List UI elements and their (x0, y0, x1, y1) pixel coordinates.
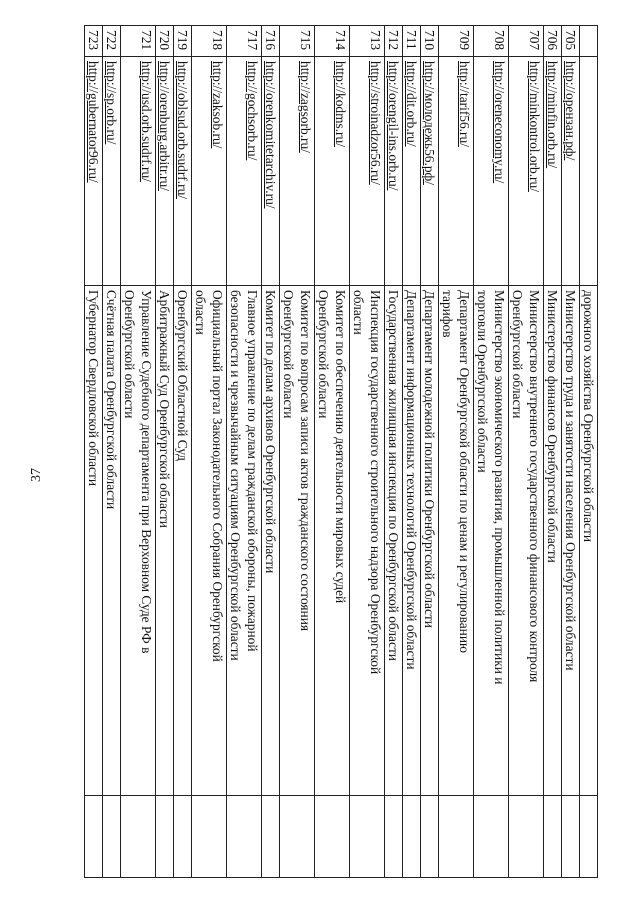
organization-name-line: торговли Оренбургской области (475, 290, 490, 473)
site-url[interactable]: http://орензан.рф/ (562, 57, 580, 286)
organization-name-line: Главное управление по делам гражданской обороны, пожарной (245, 290, 260, 652)
organization-name (174, 286, 192, 796)
table-row (121, 26, 156, 878)
organization-name (156, 286, 174, 796)
organization-name (315, 286, 350, 796)
site-url[interactable]: http://молодежь56.рф/ (421, 57, 439, 286)
organization-name (192, 286, 227, 796)
table-container (88, 25, 598, 877)
organization-name-line: Комитет по вопросам записи актов гражданского состояния (298, 290, 313, 632)
site-url[interactable]: http://orenburg.arbitr.ru/ (156, 57, 174, 286)
organization-name (85, 286, 103, 796)
organization-name (403, 286, 421, 796)
organization-name-line: Департамент Оренбургской области по ценам и регулированию (457, 290, 472, 654)
empty-cell (509, 796, 544, 878)
site-url[interactable]: http://gubernator96.ru/ (85, 57, 103, 286)
organization-name-line: Арбитражный Суд Оренбургской области (157, 290, 172, 528)
row-number: 706 (544, 26, 562, 57)
row-number: 723 (85, 26, 103, 57)
organization-name-line: Государственная жилищная инспекция по Оренбургской области (386, 290, 401, 661)
organization-name-line: Департамент информационных технологий Оренбургской области (404, 290, 419, 670)
table-row (385, 26, 403, 878)
site-url[interactable]: http://orenkomitetarchiv.ru/ (262, 57, 280, 286)
table-body (85, 26, 598, 878)
table-row (262, 26, 280, 878)
empty-cell (103, 796, 121, 878)
site-url (580, 57, 598, 286)
organization-name-line: Комитет по обеспечению деятельности мировых судей (333, 290, 348, 604)
organization-name-line: Официальный портал Законодательного Собрания Оренбургской (210, 290, 225, 662)
table-row (350, 26, 385, 878)
organization-name-line: тарифов (440, 290, 455, 338)
empty-cell (403, 796, 421, 878)
site-url[interactable]: http://usd.orb.sudrf.ru/ (121, 57, 156, 286)
row-number: 710 (421, 26, 439, 57)
table-row (580, 26, 598, 878)
empty-cell (315, 796, 350, 878)
organization-name-line: безопасности и чрезвычайным ситуациям Оренбургской области (228, 290, 243, 661)
site-url[interactable]: http://gochsorb.ru/ (227, 57, 262, 286)
organization-name-line: Оренбургской области (316, 290, 331, 419)
row-number: 722 (103, 26, 121, 57)
empty-cell (174, 796, 192, 878)
table-row (474, 26, 509, 878)
site-url[interactable]: http://dit.orb.ru/ (403, 57, 421, 286)
row-number: 716 (262, 26, 280, 57)
empty-cell (544, 796, 562, 878)
sites-table (84, 25, 598, 878)
empty-cell (580, 796, 598, 878)
empty-cell (121, 796, 156, 878)
row-number: 718 (192, 26, 227, 57)
organization-name (580, 286, 598, 796)
organization-name (280, 286, 315, 796)
empty-cell (562, 796, 580, 878)
table-row (156, 26, 174, 878)
page-number-text: 37 (29, 468, 44, 482)
empty-cell (280, 796, 315, 878)
organization-name (474, 286, 509, 796)
organization-name (262, 286, 280, 796)
row-number: 712 (385, 26, 403, 57)
organization-name-line: области (193, 290, 208, 335)
site-url[interactable]: http://orengil-ins.orb.ru/ (385, 57, 403, 286)
table-row (227, 26, 262, 878)
site-url[interactable]: http://oblsud.orb.sudrf.ru/ (174, 57, 192, 286)
organization-name-line: Губернатор Свердловской области (86, 290, 101, 487)
row-number: 708 (474, 26, 509, 57)
row-number: 719 (174, 26, 192, 57)
row-number: 705 (562, 26, 580, 57)
table-row (439, 26, 474, 878)
table-row (403, 26, 421, 878)
organization-name-line: Управление Судебного департамента при Верховном Суде РФ в (139, 290, 154, 654)
empty-cell (474, 796, 509, 878)
row-number: 715 (280, 26, 315, 57)
site-url[interactable]: http://stroinadzor56.ru/ (350, 57, 385, 286)
empty-cell (421, 796, 439, 878)
empty-cell (156, 796, 174, 878)
row-number: 720 (156, 26, 174, 57)
organization-name-line: Инспекция государственного строительного надзора Оренбургской (368, 290, 383, 675)
organization-name-line: области (351, 290, 366, 335)
table-row (315, 26, 350, 878)
organization-name-line: Оренбургской области (281, 290, 296, 419)
row-number: 714 (315, 26, 350, 57)
table-row (562, 26, 580, 878)
organization-name (385, 286, 403, 796)
table-row (280, 26, 315, 878)
empty-cell (439, 796, 474, 878)
table-row (421, 26, 439, 878)
organization-name-line: дорожного хозяйства Оренбургской области (581, 290, 596, 543)
table-row (544, 26, 562, 878)
organization-name (544, 286, 562, 796)
organization-name (121, 286, 156, 796)
table-row (509, 26, 544, 878)
site-url[interactable]: http://minkontrol.orb.ru/ (509, 57, 544, 286)
organization-name-line: Министерство экономического развития, промышленной политики и (492, 290, 507, 685)
site-url[interactable]: http://zagsorb.ru/ (280, 57, 315, 286)
row-number (580, 26, 598, 57)
organization-name (439, 286, 474, 796)
row-number: 717 (227, 26, 262, 57)
organization-name-line: Оренбургской области (510, 290, 525, 419)
site-url[interactable]: http://minfin.orb.ru/ (544, 57, 562, 286)
row-number: 707 (509, 26, 544, 57)
empty-cell (192, 796, 227, 878)
empty-cell (262, 796, 280, 878)
organization-name (103, 286, 121, 796)
empty-cell (85, 796, 103, 878)
organization-name-line: Министерство финансов Оренбургской области (545, 290, 560, 563)
empty-cell (227, 796, 262, 878)
page-number (22, 460, 52, 490)
row-number: 709 (439, 26, 474, 57)
empty-cell (350, 796, 385, 878)
organization-name-line: Министерство труда и занятости населения Оренбургской области (563, 290, 578, 671)
site-url[interactable]: http://sp.orb.ru/ (103, 57, 121, 286)
organization-name (562, 286, 580, 796)
organization-name-line: Департамент молодежной политики Оренбургской области (422, 290, 437, 628)
site-url[interactable]: http://kodms.ru/ (315, 57, 350, 286)
table-row (192, 26, 227, 878)
organization-name-line: Счётная палата Оренбургской области (104, 290, 119, 510)
organization-name-line: Оренбургский Областной Суд (175, 290, 190, 461)
organization-name-line: Оренбургской области (122, 290, 137, 419)
table-row (174, 26, 192, 878)
table-row (103, 26, 121, 878)
organization-name (421, 286, 439, 796)
row-number: 711 (403, 26, 421, 57)
organization-name-line: Министерство внутреннего государственного финансового контроля (527, 290, 542, 683)
row-number: 721 (121, 26, 156, 57)
organization-name-line: Комитет по делам архивов Оренбургской области (263, 290, 278, 574)
site-url[interactable]: http://tarif56.ru/ (439, 57, 474, 286)
row-number: 713 (350, 26, 385, 57)
table-row (85, 26, 103, 878)
organization-name (227, 286, 262, 796)
organization-name (350, 286, 385, 796)
site-url[interactable]: http://oreneconomy.ru/ (474, 57, 509, 286)
site-url[interactable]: http://zaksob.ru/ (192, 57, 227, 286)
organization-name (509, 286, 544, 796)
empty-cell (385, 796, 403, 878)
